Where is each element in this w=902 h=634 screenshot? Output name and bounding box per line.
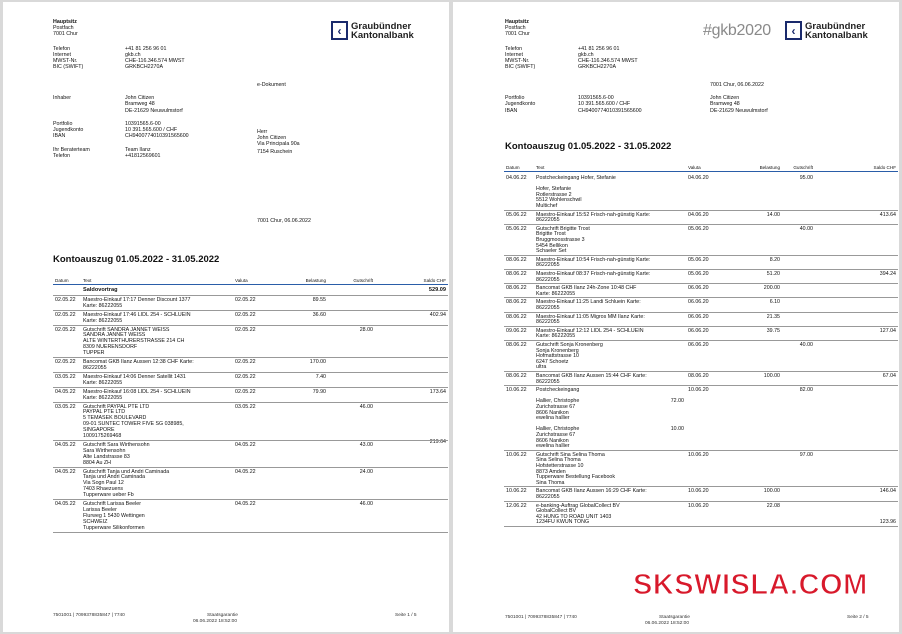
row-debit: 170.00 <box>309 359 326 366</box>
row-date: 08.06.22 <box>506 271 527 277</box>
row-text-line: Maestro-Einkauf 14:06 Denner Satellit 1431 <box>83 373 186 380</box>
row-balance: 146.04 <box>879 488 896 495</box>
row-date: 08.06.22 <box>506 285 527 292</box>
holder-value: Team Ilanz <box>125 147 151 153</box>
bank-logo <box>785 21 868 40</box>
account-value: 10 391.565.600 / CHF <box>578 101 631 107</box>
row-valuta: 05.06.20 <box>688 271 709 277</box>
bank-name-line2: Kantonalbank <box>351 29 414 41</box>
row-balance: 173.64 <box>429 388 446 395</box>
recipient-line: Via Principala 90a <box>257 141 300 147</box>
row-credit: 46.00 <box>359 501 373 507</box>
row-text-line: Schaeler Set <box>536 248 567 255</box>
row-text-line: Hallier, Christophe <box>536 398 580 405</box>
holder-value: 10391565.6-00 <box>125 121 161 127</box>
row-text-line: 7403 Rhaezuens <box>83 486 124 493</box>
table-row <box>3 438 449 467</box>
row-date: 04.06.22 <box>506 175 527 181</box>
transactions-table <box>3 278 449 608</box>
row-valuta: 02.05.22 <box>235 359 256 366</box>
holder-label: Portfolio <box>53 121 73 127</box>
col-valuta-header: Valuta <box>688 165 701 170</box>
row-debit: 39.75 <box>766 327 780 334</box>
row-text-line: Larissa Beeler <box>83 506 117 513</box>
address-line: John Citizen <box>710 95 740 101</box>
row-date: 08.06.22 <box>506 342 527 348</box>
row-date: 02.05.22 <box>55 359 76 366</box>
contact-value: +41 81 256 96 01 <box>578 46 620 52</box>
row-text-line: Maestro-Einkauf 16:08 LIDL 254 - SCHLUEIN <box>83 388 191 395</box>
row-text-line: 86222055 <box>536 493 560 500</box>
transactions-table <box>453 165 899 605</box>
row-text-line: Maestro-Einkauf 12:12 LIDL 254 - SCHLUEIN <box>536 327 644 334</box>
row-valuta: 04.06.20 <box>688 175 709 181</box>
statement-page-1 <box>3 2 449 632</box>
row-text-line: Brigitte Trost <box>536 231 566 238</box>
row-debit: 7.40 <box>315 373 326 380</box>
saldo-label: Saldovortrag <box>83 287 118 293</box>
row-balance: 123.96 <box>879 519 896 526</box>
row-text-line: 8873 Amden <box>536 468 566 475</box>
row-text-line: Gutschrift PAYPAL PTE LTD <box>83 403 150 410</box>
row-debit: 22.08 <box>766 502 780 509</box>
row-text-line: Flurweg 1 5430 Wettingen <box>83 512 145 519</box>
row-credit: 82.00 <box>799 387 813 394</box>
row-text-line: Sina Selina Thoma <box>536 457 581 464</box>
row-text-line: Tupperware Silikonformen <box>83 524 145 531</box>
holder-label: IBAN <box>53 133 66 139</box>
row-text-line: Maestro-Einkauf 15:52 Frisch-nah-günstig Karte: <box>536 211 651 218</box>
row-date: 08.06.22 <box>506 373 527 379</box>
row-debit: 8.20 <box>769 256 780 263</box>
bank-name-line1: Graubündner <box>805 20 866 32</box>
row-date: 04.05.22 <box>55 388 76 395</box>
row-balance: 127.04 <box>879 327 896 334</box>
hq-title: Hauptsitz <box>505 19 529 25</box>
row-text-line: Via Sogn Paul 12 <box>83 480 124 487</box>
row-text-line: Multichef <box>536 203 558 209</box>
row-text-line: ALTE WINTERTHURERSTRASSE 214 CH <box>83 338 185 345</box>
row-text-line: 5 TEMASEK BOULEVARD <box>83 415 147 422</box>
contact-value: GRKBCH2270A <box>125 64 163 70</box>
row-valuta: 04.06.20 <box>688 211 709 218</box>
row-text-line: 6247 Schoetz <box>536 358 569 365</box>
row-debit: 79.90 <box>312 388 326 395</box>
row-date: 10.06.22 <box>506 387 527 394</box>
contact-label: MWST-Nr. <box>505 58 530 64</box>
row-valuta: 02.05.22 <box>235 297 256 303</box>
holder-label: Inhaber <box>53 95 71 101</box>
hq-line: Postfach <box>505 25 526 31</box>
contact-value: CHE-116.346.574 MWST <box>125 58 185 64</box>
hq-line: 7001 Chur <box>505 31 530 37</box>
table-row <box>453 372 899 385</box>
footer-timestamp: 06.06.2022 18:52:00 <box>193 619 238 624</box>
col-credit-header: Gutschrift <box>793 165 813 170</box>
account-value: 10391565.6-00 <box>578 95 614 101</box>
contact-label: MWST-Nr. <box>53 58 78 64</box>
row-valuta: 06.06.20 <box>688 327 709 334</box>
row-text-line: 5454 Bellikon <box>536 242 568 249</box>
row-text-line: Gutschrift Larissa Beeler <box>83 501 141 507</box>
row-valuta: 02.05.22 <box>235 373 256 380</box>
row-date: 02.05.22 <box>55 326 76 333</box>
row-debit: 6.10 <box>769 299 780 306</box>
row-text-line: Bancomat GKB Ilanz 24h-Zone 10:48 CHF <box>536 285 637 292</box>
table-row <box>453 327 899 340</box>
contact-value: CHE-116.346.574 MWST <box>578 58 638 64</box>
address-line: Bramweg 48 <box>710 101 740 107</box>
bank-logo <box>331 21 414 40</box>
row-text-line: SINGAPORE <box>83 427 115 434</box>
col-date-header: Datum <box>55 278 69 283</box>
row-debit: 89.55 <box>312 297 326 303</box>
row-text-line: Zurichstrasse 67 <box>536 403 576 410</box>
row-text-line: Bancomat GKB Ilanz Aussen 15:44 CHF Karte: <box>536 373 647 379</box>
col-debit-header: Belastung <box>759 165 780 170</box>
table-row <box>3 311 449 325</box>
row-text-line: Karte: 86222055 <box>536 333 576 340</box>
row-date: 10.06.22 <box>506 488 527 495</box>
contact-value: gkb.ch <box>578 52 594 58</box>
document-type: e-Dokument <box>257 82 286 88</box>
row-date: 04.05.22 <box>55 501 76 507</box>
row-text-line: Hofmattstrasse 10 <box>536 353 579 360</box>
row-text-line: e-banking-Auftrag GlobalCollect BV <box>536 502 620 509</box>
row-valuta: 03.05.22 <box>235 403 256 410</box>
row-text-line: Karte: 86222055 <box>83 317 123 324</box>
row-text-line: Hofstetterstrasse 10 <box>536 462 584 469</box>
table-row <box>3 468 449 500</box>
row-credit: 24.00 <box>359 468 373 475</box>
table-row <box>3 373 449 387</box>
row-text-line: Zurichstrasse 67 <box>536 431 576 438</box>
row-valuta: 06.06.20 <box>688 313 709 320</box>
row-text-line: 8606 Nanikon <box>536 409 569 416</box>
row-text-line: 8804 Au ZH <box>83 459 111 466</box>
recipient-line: 7154 Ruschein <box>257 149 293 155</box>
table-row <box>453 487 899 500</box>
row-valuta: 04.05.22 <box>235 501 256 507</box>
row-valuta: 10.06.20 <box>688 502 709 509</box>
holder-label: Jugendkonto <box>53 127 84 133</box>
row-valuta: 06.06.20 <box>688 342 709 348</box>
recipient-line: John Citizen <box>257 135 287 141</box>
row-text-line: 86222055 <box>536 319 560 326</box>
row-text-line: Maestro-Einkauf 08:37 Frisch-nah-günstig Karte: <box>536 271 651 277</box>
row-text-line: TUPPER <box>83 350 105 357</box>
bank-name-line2: Kantonalbank <box>805 29 868 41</box>
row-divider <box>53 532 448 533</box>
holder-value: CH9400774010391565600 <box>125 133 189 139</box>
footer-guarantee: Staatsgarantie <box>207 613 238 618</box>
row-text-line: Hallier, Christophe <box>536 426 580 433</box>
table-row <box>3 358 449 372</box>
contact-value: GRKBCH2270A <box>578 64 616 70</box>
row-credit: 43.00 <box>359 441 373 448</box>
row-text-line: Hofer, Stefanie <box>536 186 572 193</box>
contact-label: Telefon <box>505 46 523 52</box>
row-balance: 402.94 <box>429 311 446 318</box>
row-text-line: GlobalCollect BV <box>536 508 577 515</box>
row-valuta: 04.05.22 <box>235 468 256 475</box>
row-text-line: PAYPAL PTE LTD <box>83 409 126 416</box>
row-text-line: Maestro-Einkauf 17:17 Denner Discount 1377 <box>83 297 191 303</box>
place-date: 7001 Chur, 06.06.2022 <box>257 218 311 224</box>
row-valuta: 02.05.22 <box>235 388 256 395</box>
row-date: 10.06.22 <box>506 451 527 458</box>
place-date: 7001 Chur, 06.06.2022 <box>710 82 764 88</box>
row-balance: 219.64 <box>429 438 446 445</box>
table-row <box>453 270 899 283</box>
campaign-brand: #gkb2020 <box>703 22 771 39</box>
row-text-line: Tupperware Bestellung Facebook <box>536 474 616 481</box>
row-valuta: 06.06.20 <box>688 285 709 292</box>
bank-name-line1: Graubündner <box>351 20 412 32</box>
row-text-line: SCHWEIZ <box>83 518 108 525</box>
statement-page-2 <box>453 2 899 632</box>
row-text-line: Tanja und Andri Caminada <box>83 474 146 481</box>
hq-line: 7001 Chur <box>53 31 78 37</box>
row-text-line: 8606 Nanikon <box>536 437 569 444</box>
row-text-line: Karte: 86222055 <box>83 394 123 401</box>
row-credit: 95.00 <box>799 175 813 181</box>
row-date: 09.06.22 <box>506 327 527 334</box>
row-sub-amount: 72.00 <box>670 398 684 405</box>
holder-value: John Citizen <box>125 95 155 101</box>
header-rule <box>504 171 898 172</box>
row-text-line: Postcheckeingang <box>536 387 580 394</box>
row-text-line: 86222055 <box>536 304 560 311</box>
account-value: CH9400774010391565600 <box>578 108 642 114</box>
account-label: IBAN <box>505 108 518 114</box>
table-row <box>453 386 899 450</box>
row-text-line: Bancomat GKB Ilanz Aussen 16:29 CHF Karte: <box>536 488 647 495</box>
row-text-line: Sonja Kronenberg <box>536 347 579 354</box>
holder-label: Ihr Beraterteam <box>53 147 90 153</box>
contact-label: Telefon <box>53 46 71 52</box>
row-debit: 100.00 <box>763 373 780 379</box>
row-date: 08.06.22 <box>506 299 527 306</box>
col-text-header: Text <box>536 165 545 170</box>
contact-label: BIC (SWIFT) <box>505 64 536 70</box>
bank-logo-icon: ‹ <box>331 21 348 40</box>
col-valuta-header: Valuta <box>235 278 248 283</box>
row-text-line: ewelina hallier <box>536 443 570 450</box>
row-text-line: Gutschrift Brigitte Trost <box>536 225 590 232</box>
col-debit-header: Belastung <box>305 278 326 283</box>
row-text-line: 86222055 <box>83 364 107 371</box>
row-text-line: Sina Thoma <box>536 479 565 486</box>
row-valuta: 02.05.22 <box>235 326 256 333</box>
col-text-header: Text <box>83 278 92 283</box>
contact-value: gkb.ch <box>125 52 141 58</box>
table-row <box>453 284 899 297</box>
row-text-line: ewelina hallier <box>536 415 570 422</box>
hq-title: Hauptsitz <box>53 19 77 25</box>
row-text-line: 09-01 SUNTEC TOWER FIVE SG 038985, <box>83 421 184 428</box>
row-text-line: Gutschrift Sonja Kronenberg <box>536 342 603 348</box>
row-text-line: 5512 Wohlenschwil <box>536 197 582 204</box>
row-credit: 40.00 <box>799 342 813 348</box>
row-text-line: 8309 NUERENSDORF <box>83 344 138 351</box>
row-text-line: 1009175269468 <box>83 433 122 439</box>
footer-guarantee: Staatsgarantie <box>659 615 690 620</box>
row-credit: 28.00 <box>359 326 373 333</box>
contact-value: +41 81 256 96 01 <box>125 46 167 52</box>
row-debit: 51.20 <box>766 271 780 277</box>
row-text-line: Karte: 86222055 <box>83 302 123 309</box>
row-text-line: Maestro-Einkauf 11:25 Landi Schluein Karte: <box>536 299 641 306</box>
row-text-line: Gutschrift Sara Wirthensohn <box>83 441 150 448</box>
footer-page-number: Seite 1 / 5 <box>395 613 417 618</box>
watermark: SKSWISLA.COM <box>633 569 868 601</box>
row-valuta: 10.06.20 <box>688 488 709 495</box>
row-text-line: Maestro-Einkauf 11:05 Migros MM Ilanz Karte: <box>536 313 645 320</box>
row-text-line: 86222055 <box>536 262 560 269</box>
row-text-line: 86222055 <box>536 378 560 385</box>
row-balance: 67.04 <box>882 373 896 379</box>
row-debit: 14.00 <box>766 211 780 218</box>
row-text-line: Sara Wirthensohn <box>83 447 126 454</box>
table-row <box>453 502 899 526</box>
row-date: 03.05.22 <box>55 373 76 380</box>
account-label: Jugendkonto <box>505 101 536 107</box>
holder-value: Bramweg 48 <box>125 101 155 107</box>
header-rule <box>53 284 448 285</box>
recipient-line: Herr <box>257 129 268 135</box>
contact-label: Internet <box>505 52 523 58</box>
row-sub-amount: 10.00 <box>670 426 684 433</box>
row-divider <box>504 526 898 527</box>
holder-label: Telefon <box>53 153 71 159</box>
table-row <box>453 451 899 487</box>
table-row <box>3 500 449 532</box>
row-text-line: Gutschrift Tanja und Andri Caminada <box>83 468 170 475</box>
col-balance-header: Saldo CHF <box>423 278 446 283</box>
holder-value: +41812569601 <box>125 153 161 159</box>
footer-reference: 7501001 | 7099378835847 | 7740 <box>505 615 577 620</box>
row-date: 03.05.22 <box>55 403 76 410</box>
bank-logo-icon: ‹ <box>785 21 802 40</box>
row-text-line: Alte Landstrasse 83 <box>83 453 130 460</box>
row-date: 05.06.22 <box>506 225 527 232</box>
table-row <box>453 211 899 224</box>
row-date: 05.06.22 <box>506 211 527 218</box>
row-debit: 100.00 <box>763 488 780 495</box>
footer-timestamp: 06.06.2022 18:52:00 <box>645 621 690 626</box>
row-date: 12.06.22 <box>506 502 527 509</box>
hq-line: Postfach <box>53 25 74 31</box>
row-text-line: Tupperware ueber Fb <box>83 492 134 499</box>
footer-page-number: Seite 2 / 5 <box>847 615 869 620</box>
contact-label: BIC (SWIFT) <box>53 64 84 70</box>
row-text-line: 1234FU KWUN TONG <box>536 519 590 526</box>
row-text-line: Bancomat GKB Ilanz Aussen 12:38 CHF Karte: <box>83 359 194 366</box>
row-text-line: Karte: 86222055 <box>536 290 576 297</box>
row-valuta: 08.06.20 <box>688 373 709 379</box>
row-text-line: 86222055 <box>536 217 560 224</box>
col-credit-header: Gutschrift <box>353 278 373 283</box>
row-credit: 97.00 <box>799 451 813 458</box>
table-row <box>3 326 449 358</box>
statement-title: Kontoauszug 01.05.2022 - 31.05.2022 <box>53 254 220 265</box>
statement-title: Kontoauszug 01.05.2022 - 31.05.2022 <box>505 141 672 152</box>
col-balance-header: Saldo CHF <box>873 165 896 170</box>
row-text-line: Postcheckeingang Hofer, Stefanie <box>536 175 616 181</box>
row-date: 04.05.22 <box>55 468 76 475</box>
table-row <box>3 388 449 402</box>
table-row <box>453 298 899 311</box>
row-date: 08.06.22 <box>506 313 527 320</box>
row-text-line: Gutschrift SANDRA JANNET WEISS <box>83 326 170 333</box>
row-text-line: Gutschrift Sina Selina Thoma <box>536 451 605 458</box>
row-valuta: 02.05.22 <box>235 311 256 318</box>
table-row <box>453 225 899 255</box>
row-balance: 394.24 <box>879 271 896 277</box>
col-date-header: Datum <box>506 165 520 170</box>
row-valuta: 06.06.20 <box>688 299 709 306</box>
row-text-line: Bruggmoosstrasse 3 <box>536 236 585 243</box>
row-text-line: Maestro-Einkauf 17:46 LIDL 254 - SCHLUEIN <box>83 311 191 318</box>
row-valuta: 10.06.20 <box>688 387 709 394</box>
row-debit: 200.00 <box>763 285 780 292</box>
row-credit: 40.00 <box>799 225 813 232</box>
holder-value: 10 391.565.600 / CHF <box>125 127 178 133</box>
row-valuta: 04.05.22 <box>235 441 256 448</box>
row-text-line: Maestro-Einkauf 10:54 Frisch-nah-günstig Karte: <box>536 256 651 263</box>
table-row <box>3 296 449 310</box>
account-label: Portfolio <box>505 95 525 101</box>
saldo-value: 529.09 <box>428 287 446 293</box>
row-date: 02.05.22 <box>55 297 76 303</box>
contact-label: Internet <box>53 52 71 58</box>
row-debit: 36.60 <box>312 311 326 318</box>
row-text-line: SANDRA JANNET WEISS <box>83 332 146 339</box>
footer-reference: 7501001 | 7099378835847 | 7740 <box>53 613 125 618</box>
table-row <box>453 341 899 371</box>
row-text-line: ultra <box>536 364 547 371</box>
table-row <box>453 313 899 326</box>
table-row <box>453 256 899 269</box>
row-debit: 21.35 <box>766 313 780 320</box>
row-date: 08.06.22 <box>506 256 527 263</box>
row-credit: 46.00 <box>359 403 373 410</box>
row-text-line: Karte: 86222055 <box>83 379 123 386</box>
row-text-line: Rotlerstrasse 2 <box>536 191 572 198</box>
address-line: DE-21629 Neuwulmstorf <box>710 108 768 114</box>
holder-value: DE-21629 Neuwulmstorf <box>125 108 183 114</box>
row-text-line: 42 HUNG TO ROAD UNIT 1403 <box>536 513 612 520</box>
row-valuta: 05.06.20 <box>688 256 709 263</box>
row-date: 02.05.22 <box>55 311 76 318</box>
row-text-line: 86222055 <box>536 276 560 283</box>
table-row <box>453 174 899 210</box>
row-date: 04.05.22 <box>55 441 76 448</box>
row-valuta: 05.06.20 <box>688 225 709 232</box>
row-balance: 413.64 <box>879 211 896 218</box>
row-valuta: 10.06.20 <box>688 451 709 458</box>
